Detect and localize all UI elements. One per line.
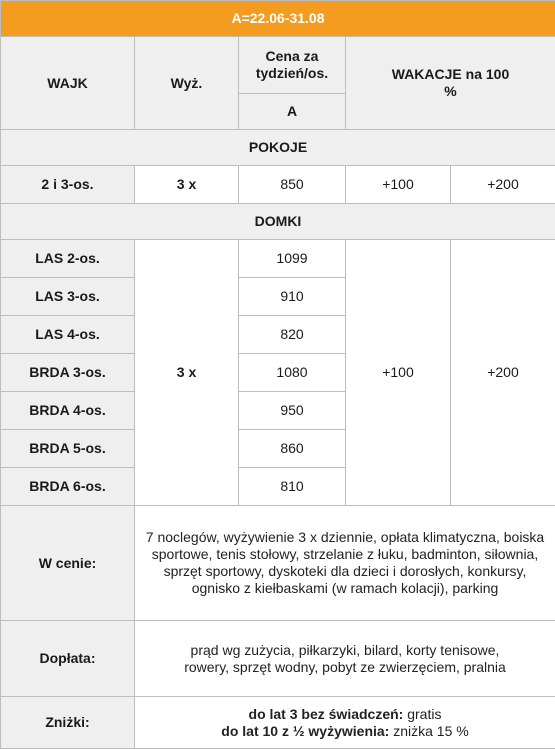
znizki-label: Zniżki: [1,697,135,749]
header-meals: Wyż. [135,37,239,130]
domki-price: 1080 [239,354,346,392]
domki-price: 910 [239,278,346,316]
period-header: A=22.06-31.08 [1,1,555,37]
znizki-line-1-bold: do lat 3 bez świadczeń: [249,706,404,722]
domki-price: 1099 [239,240,346,278]
header-wajk: WAJK [1,37,135,130]
domki-extra-1: +100 [346,240,451,506]
znizki-line-1-rest: gratis [403,706,441,722]
domki-label: BRDA 3-os. [1,354,135,392]
w-cenie-text: 7 noclegów, wyżywienie 3 x dziennie, opłata klimatyczna, boiska sportowe, tenis stołowy, strzelanie z łuku, badminton, siłownia, sprzęt sportowy, dyskoteki dla dzieci i dorosłych, konkursy, ognisko z kiełbaskami (w ramach kolacji), parking [135,506,555,621]
pokoje-label: 2 i 3-os. [1,166,135,204]
domki-price: 860 [239,430,346,468]
znizki-text [135,697,555,749]
domki-label: LAS 2-os. [1,240,135,278]
domki-label: BRDA 5-os. [1,430,135,468]
domki-price: 810 [239,468,346,506]
domki-extra-2: +200 [451,240,555,506]
domki-price: 820 [239,316,346,354]
section-pokoje: POKOJE [1,130,555,166]
header-price-sub: A [239,94,346,130]
doplata-text: prąd wg zużycia, piłkarzyki, bilard, korty tenisowe, rowery, sprzęt wodny, pobyt ze zwierzęciem, pralnia [135,621,555,697]
pokoje-price: 850 [239,166,346,204]
section-domki: DOMKI [1,204,555,240]
znizki-line-2-bold: do lat 10 z ½ wyżywienia: [221,723,389,739]
domki-label: LAS 3-os. [1,278,135,316]
domki-label: BRDA 4-os. [1,392,135,430]
znizki-line-2 [139,723,551,740]
pokoje-extra-1: +100 [346,166,451,204]
pokoje-extra-2: +200 [451,166,555,204]
pokoje-meals: 3 x [135,166,239,204]
znizki-line-2-rest: zniżka 15 % [389,723,468,739]
w-cenie-label: W cenie: [1,506,135,621]
domki-price: 950 [239,392,346,430]
doplata-label: Dopłata: [1,621,135,697]
domki-label: BRDA 6-os. [1,468,135,506]
znizki-line-1 [139,706,551,723]
header-wakacje: WAKACJE na 100 % [346,37,555,130]
domki-label: LAS 4-os. [1,316,135,354]
header-price-title: Cena za tydzień/os. [239,37,346,94]
domki-meals: 3 x [135,240,239,506]
